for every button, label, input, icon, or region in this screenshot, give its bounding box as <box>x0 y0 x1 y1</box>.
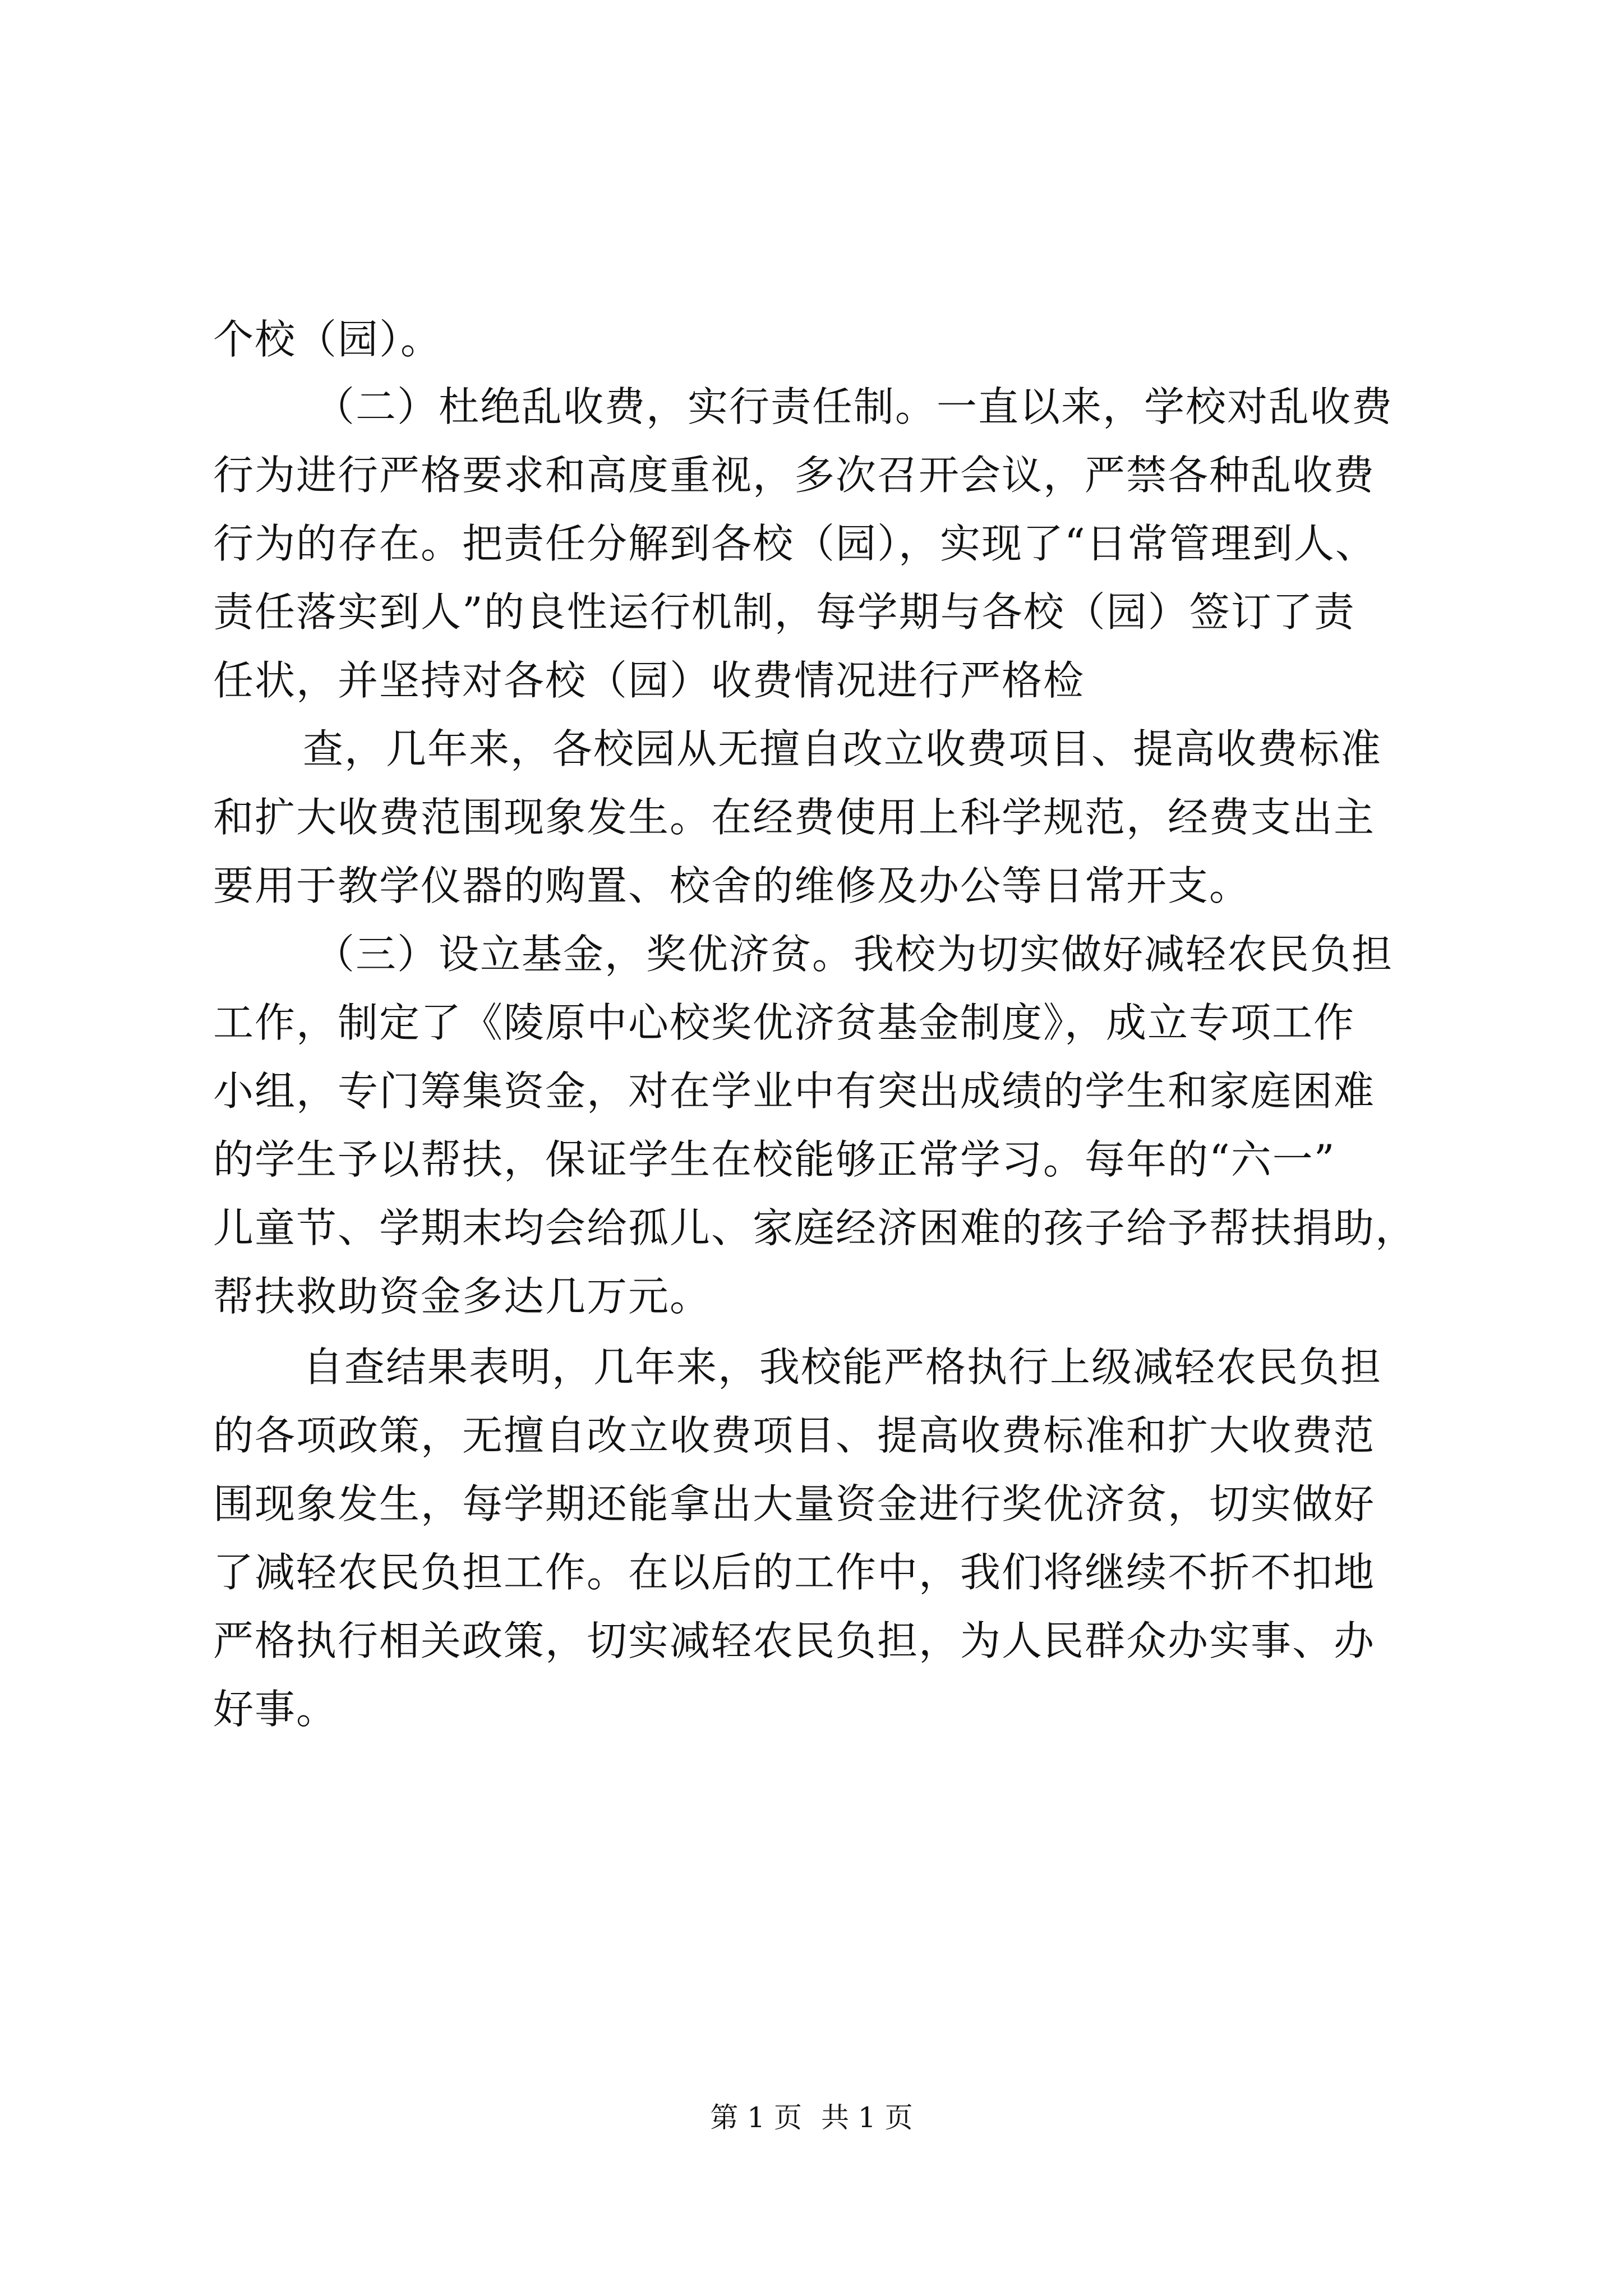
text-line: 了减轻农民负担工作。在以后的工作中，我们将继续不折不扣地 <box>213 1549 1376 1596</box>
page-total: 共 1 页 <box>821 2101 913 2134</box>
page-footer <box>0 2098 1623 2137</box>
text-line: 的各项政策，无擅自改立收费项目、提高收费标准和扩大收费范 <box>213 1412 1376 1459</box>
text-line: 和扩大收费范围现象发生。在经费使用上科学规范，经费支出主 <box>213 794 1376 841</box>
text-line: 帮扶救助资金多达几万元。 <box>213 1273 712 1320</box>
text-line: 的学生予以帮扶，保证学生在校能够正常学习。每年的“六一” <box>213 1136 1336 1183</box>
text-line: 查，几年来，各校园从无擅自改立收费项目、提高收费标准 <box>303 725 1382 772</box>
page-number: 第 1 页 <box>710 2101 802 2134</box>
text-line: （三）设立基金，奖优济贫。我校为切实做好减轻农民负担 <box>314 931 1394 978</box>
text-line: 要用于教学仪器的购置、校舍的维修及办公等日常开支。 <box>213 862 1251 909</box>
text-line: 行为的存在。把责任分解到各校（园），实现了“日常管理到人、 <box>213 520 1377 567</box>
text-line: 自查结果表明，几年来，我校能严格执行上级减轻农民负担 <box>303 1343 1382 1391</box>
text-line: 个校（园）。 <box>213 316 442 363</box>
text-line: 小组，专门筹集资金，对在学业中有突出成绩的学生和家庭困难 <box>213 1068 1376 1115</box>
text-line: 严格执行相关政策，切实减轻农民负担，为人民群众办实事、办 <box>213 1617 1376 1664</box>
text-line: 儿童节、学期末均会给孤儿、家庭经济困难的孩子给予帮扶捐助， <box>213 1204 1417 1251</box>
text-line: 围现象发生，每学期还能拿出大量资金进行奖优济贫，切实做好 <box>213 1480 1376 1527</box>
text-line: （二）杜绝乱收费，实行责任制。一直以来，学校对乱收费 <box>314 383 1394 430</box>
text-line: 好事。 <box>213 1686 338 1733</box>
text-line: 行为进行严格要求和高度重视，多次召开会议，严禁各种乱收费 <box>213 452 1376 499</box>
text-line: 责任落实到人”的良性运行机制，每学期与各校（园）签订了责 <box>213 588 1355 636</box>
text-line: 工作，制定了《陵原中心校奖优济贫基金制度》，成立专项工作 <box>213 999 1355 1046</box>
text-line: 任状，并坚持对各校（园）收费情况进行严格检 <box>213 657 1085 704</box>
